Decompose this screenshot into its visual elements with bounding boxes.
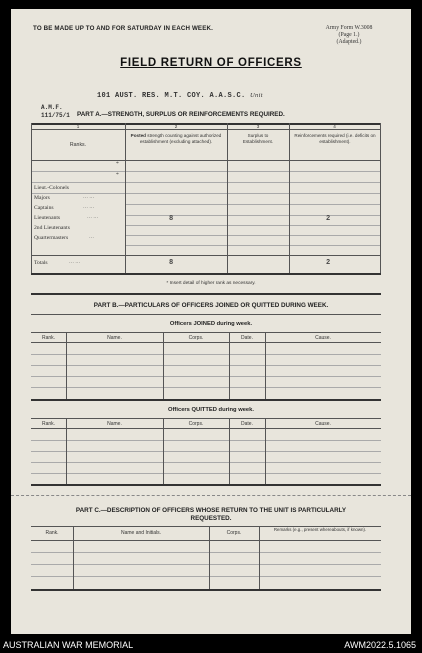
- reference-number: [41, 104, 70, 119]
- leader-dots: …: [89, 235, 94, 240]
- joined-col-cause: Cause.: [315, 335, 331, 341]
- quitted-col-name: Name.: [107, 421, 122, 427]
- rank-captains: Captains: [34, 205, 54, 211]
- reference-line-2: 111/75/1: [41, 111, 70, 119]
- part-c-heading-line-2: REQUESTED.: [190, 515, 232, 522]
- part-c-col-rank: Rank.: [45, 530, 59, 536]
- instruction-text: TO BE MADE UP TO AND FOR SATURDAY IN EACH WEEK.: [33, 25, 213, 32]
- form-number-line: Army Form W.3008: [325, 25, 373, 31]
- unit-value: 101 AUST. RES. M.T. COY. A.A.S.C.: [97, 92, 246, 100]
- reference-line-1: A.M.F.: [41, 104, 63, 111]
- col-header-reinforcements: Reinforcements required (i.e. deficits on establishment).: [294, 133, 376, 144]
- quitted-col-corps: Corps.: [188, 421, 204, 427]
- part-c-heading: [11, 507, 411, 523]
- page-title: FIELD RETURN OF OFFICERS: [120, 57, 302, 69]
- star-row-1: *: [116, 161, 119, 167]
- part-c-heading-line-1: PART C.—DESCRIPTION OF OFFICERS WHOSE RETURN TO THE UNIT IS PARTICULARLY: [75, 507, 347, 514]
- form-page-line: (Page 1.): [338, 32, 360, 38]
- star-row-2: *: [116, 172, 119, 178]
- rank-lieutenants: Lieutenants: [34, 215, 61, 221]
- col-header-posted: [129, 133, 223, 144]
- part-b-heading: PART B.—PARTICULARS OF OFFICERS JOINED OR QUITTED DURING WEEK.: [93, 302, 329, 309]
- col-number-1: 1: [76, 124, 80, 129]
- rank-2nd-lieutenants: 2nd Lieutenants: [34, 225, 70, 231]
- col-number-4: 4: [333, 124, 336, 129]
- col-header-ranks: Ranks.: [69, 142, 87, 148]
- part-a-heading: PART A.—STRENGTH, SURPLUS OR REINFORCEMENTS REQUIRED.: [77, 111, 285, 118]
- posted-bold: Posted: [130, 133, 146, 138]
- col-number-2: 2: [174, 124, 178, 129]
- footer-accession: AWM2022.5.1065: [344, 640, 416, 650]
- quitted-col-rank: Rank.: [41, 421, 56, 427]
- perforation-line: [11, 495, 411, 496]
- joined-col-rank: Rank.: [41, 335, 56, 341]
- joined-col-name: Name.: [107, 335, 122, 341]
- footer-credit: AUSTRALIAN WAR MEMORIAL: [3, 640, 134, 650]
- totals-posted-value: 8: [169, 259, 174, 267]
- leader-dots: … …: [83, 195, 95, 200]
- unit-label: Unit: [250, 92, 263, 99]
- quitted-title: Officers QUITTED during week.: [167, 407, 254, 413]
- totals-label: Totals: [34, 260, 48, 266]
- quitted-col-cause: Cause.: [315, 421, 331, 427]
- posted-rest: strength counting against authorized establishment (excluding attached).: [139, 133, 222, 144]
- rank-lieut-colonels: Lieut.-Colonels: [34, 185, 69, 191]
- footnote: * Insert detail of higher rank as necessary.: [166, 281, 256, 286]
- form-page: [11, 9, 411, 634]
- lieutenants-posted-value: 8: [169, 215, 174, 223]
- rank-quartermasters: Quartermasters: [34, 235, 69, 241]
- leader-dots: … …: [69, 260, 81, 265]
- form-adapted-line: (Adapted.): [336, 39, 362, 45]
- leader-dots: … …: [83, 205, 95, 210]
- unit-line: [97, 92, 263, 100]
- form-number: [319, 25, 379, 46]
- joined-title: Officers JOINED during week.: [169, 321, 253, 327]
- lieutenants-reinforcements-value: 2: [326, 215, 331, 223]
- leader-dots: … …: [87, 215, 99, 220]
- part-c-col-name: Name and Initials.: [120, 530, 162, 536]
- totals-reinforcements-value: 2: [326, 259, 331, 267]
- rank-majors: Majors: [34, 195, 50, 201]
- joined-col-date: Date.: [241, 335, 253, 341]
- col-header-surplus: Surplus to Establishment.: [242, 133, 274, 144]
- joined-col-corps: Corps.: [188, 335, 204, 341]
- quitted-col-date: Date.: [241, 421, 253, 427]
- part-c-col-corps: Corps.: [226, 530, 242, 536]
- part-c-col-remarks: Remarks (e.g., present whereabouts, if known).: [273, 527, 367, 532]
- col-number-3: 3: [256, 124, 260, 129]
